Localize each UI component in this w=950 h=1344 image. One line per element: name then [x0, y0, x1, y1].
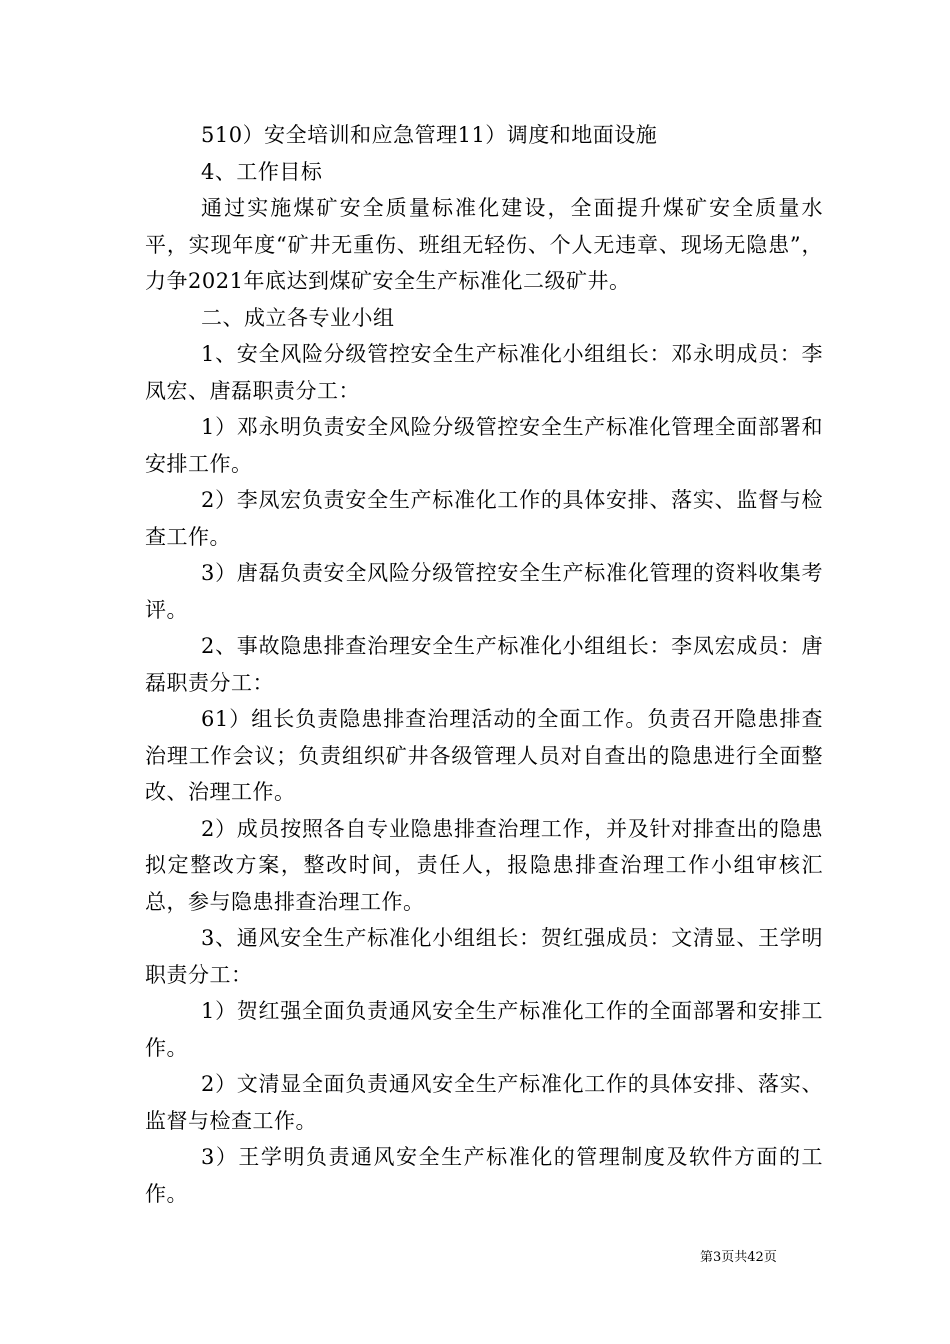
paragraph: 通过实施煤矿安全质量标准化建设，全面提升煤矿安全质量水平，实现年度“矿井无重伤、班组无轻伤、个人无违章、现场无隐患”，力争2021年底达到煤矿安全生产标准化二级矿井。	[145, 196, 823, 293]
section-heading: 二、成立各专业小组	[201, 305, 395, 330]
paragraph: 2、事故隐患排查治理安全生产标准化小组组长：李凤宏成员：唐磊职责分工：	[145, 634, 823, 695]
paragraph: 2）李凤宏负责安全生产标准化工作的具体安排、落实、监督与检查工作。	[145, 488, 823, 549]
body-text	[145, 117, 823, 1212]
paragraph: 2）文清显全面负责通风安全生产标准化工作的具体安排、落实、监督与检查工作。	[145, 1072, 823, 1133]
paragraph: 61）组长负责隐患排查治理活动的全面工作。负责召开隐患排查治理工作会议；负责组织矿井各级管理人员对自查出的隐患进行全面整改、治理工作。	[145, 707, 823, 804]
paragraph: 3）王学明负责通风安全生产标准化的管理制度及软件方面的工作。	[145, 1145, 823, 1206]
section-heading: 4、工作目标	[201, 159, 323, 184]
paragraph: 1）邓永明负责安全风险分级管控安全生产标准化管理全面部署和安排工作。	[145, 415, 823, 476]
paragraph: 2）成员按照各自专业隐患排查治理工作，并及针对排查出的隐患拟定整改方案，整改时间，责任人，报隐患排查治理工作小组审核汇总，参与隐患排查治理工作。	[145, 816, 823, 914]
paragraph: 510）安全培训和应急管理11）调度和地面设施	[201, 123, 658, 147]
paragraph: 1、安全风险分级管控安全生产标准化小组组长：邓永明成员：李凤宏、唐磊职责分工：	[145, 342, 823, 403]
page-number-footer: 第3页共42页	[700, 1250, 777, 1265]
paragraph: 1）贺红强全面负责通风安全生产标准化工作的全面部署和安排工作。	[145, 999, 823, 1060]
paragraph: 3）唐磊负责安全风险分级管控安全生产标准化管理的资料收集考评。	[145, 561, 823, 622]
paragraph: 3、通风安全生产标准化小组组长：贺红强成员：文清显、王学明职责分工：	[145, 926, 823, 987]
